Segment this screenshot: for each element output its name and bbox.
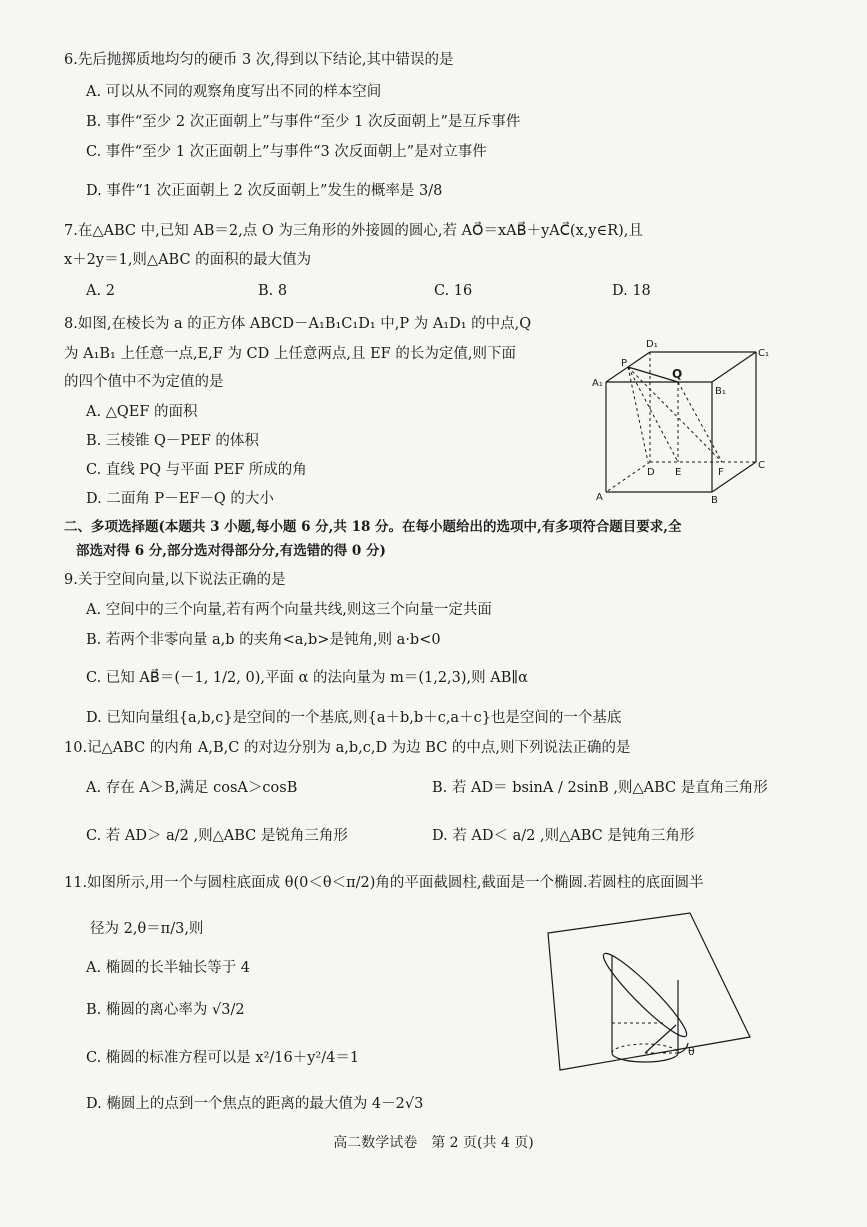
section2-heading-line1: 二、多项选择题(本题共 3 小题,每小题 6 分,共 18 分。在每小题给出的选项中,有多项符合题目要求,全 <box>64 519 682 535</box>
q10-option-c: C. 若 AD＞ a/2 ,则△ABC 是锐角三角形 <box>86 828 348 844</box>
q11-option-a: A. 椭圆的长半轴长等于 4 <box>86 960 251 976</box>
q11-stem-line2: 径为 2,θ＝π/3,则 <box>90 921 204 937</box>
q11-option-b: B. 椭圆的离心率为 √3/2 <box>86 1002 245 1018</box>
q10-option-d: D. 若 AD＜ a/2 ,则△ABC 是钝角三角形 <box>432 828 695 844</box>
label-b1: B₁ <box>715 386 726 397</box>
cylinder-figure <box>540 905 755 1075</box>
section2-heading-line2: 部选对得 6 分,部分选对得部分分,有选错的得 0 分) <box>76 543 386 559</box>
q7-option-b: B. 8 <box>258 283 288 299</box>
theta-label: θ <box>688 1045 695 1058</box>
cube-figure <box>590 336 780 506</box>
q8-option-b: B. 三棱锥 Q－PEF 的体积 <box>86 433 259 449</box>
label-f: F <box>718 467 724 478</box>
q8-option-c: C. 直线 PQ 与平面 PEF 所成的角 <box>86 462 307 478</box>
q7-option-d: D. 18 <box>612 283 651 299</box>
q11-stem-line1: 11.如图所示,用一个与圆柱底面成 θ(0＜θ＜π/2)角的平面截圆柱,截面是一个椭圆.若圆柱的底面圆半 <box>64 875 704 891</box>
label-d1: D₁ <box>646 339 658 350</box>
q8-option-a: A. △QEF 的面积 <box>86 404 198 420</box>
q10-option-b: B. 若 AD＝ bsinA / 2sinB ,则△ABC 是直角三角形 <box>432 780 768 796</box>
label-d: D <box>647 467 655 478</box>
q8-stem-line2: 为 A₁B₁ 上任意一点,E,F 为 CD 上任意两点,且 EF 的长为定值,则下面 <box>64 346 516 362</box>
q9-option-b: B. 若两个非零向量 a,b 的夹角<a,b>是钝角,则 a·b<0 <box>86 632 441 648</box>
q7-option-c: C. 16 <box>434 283 473 299</box>
q10-stem: 10.记△ABC 的内角 A,B,C 的对边分别为 a,b,c,D 为边 BC 的中点,则下列说法正确的是 <box>64 740 631 756</box>
label-c: C <box>758 460 765 471</box>
q6-stem: 6.先后抛掷质地均匀的硬币 3 次,得到以下结论,其中错误的是 <box>64 52 454 68</box>
q9-stem: 9.关于空间向量,以下说法正确的是 <box>64 572 286 588</box>
q7-stem-line1: 7.在△ABC 中,已知 AB＝2,点 O 为三角形的外接圆的圆心,若 AO⃗＝xAB⃗＋yAC⃗(x,y∈R),且 <box>64 223 643 239</box>
q9-option-d: D. 已知向量组{a,b,c}是空间的一个基底,则{a＋b,b＋c,a＋c}也是空间的一个基底 <box>86 710 622 726</box>
q10-option-a: A. 存在 A＞B,满足 cosA＞cosB <box>86 780 298 796</box>
q8-stem-line1: 8.如图,在棱长为 a 的正方体 ABCD－A₁B₁C₁D₁ 中,P 为 A₁D₁ 的中点,Q <box>64 316 532 332</box>
label-q: Q <box>672 367 683 381</box>
label-b: B <box>711 495 718 506</box>
label-a: A <box>596 492 603 503</box>
q7-option-a: A. 2 <box>86 283 115 299</box>
label-p: P <box>621 358 628 369</box>
q6-option-d: D. 事件“1 次正面朝上 2 次反面朝上”发生的概率是 3/8 <box>86 183 443 199</box>
q6-option-c: C. 事件“至少 1 次正面朝上”与事件“3 次反面朝上”是对立事件 <box>86 144 487 160</box>
label-e: E <box>675 467 682 478</box>
q9-option-a: A. 空间中的三个向量,若有两个向量共线,则这三个向量一定共面 <box>86 602 492 618</box>
q7-stem-line2: x＋2y＝1,则△ABC 的面积的最大值为 <box>64 252 312 268</box>
q6-option-a: A. 可以从不同的观察角度写出不同的样本空间 <box>86 84 382 100</box>
label-a1: A₁ <box>592 378 603 389</box>
q8-stem-line3: 的四个值中不为定值的是 <box>64 374 224 390</box>
label-c1: C₁ <box>758 348 769 359</box>
q6-option-b: B. 事件“至少 2 次正面朝上”与事件“至少 1 次反面朝上”是互斥事件 <box>86 114 521 130</box>
q11-option-d: D. 椭圆上的点到一个焦点的距离的最大值为 4－2√3 <box>86 1096 424 1112</box>
q11-option-c: C. 椭圆的标准方程可以是 x²/16＋y²/4＝1 <box>86 1050 360 1066</box>
q9-option-c: C. 已知 AB⃗＝(－1, 1/2, 0),平面 α 的法向量为 m＝(1,2,3),则 AB∥α <box>86 670 528 686</box>
page-footer: 高二数学试卷 第 2 页(共 4 页) <box>333 1135 534 1151</box>
q8-option-d: D. 二面角 P－EF－Q 的大小 <box>86 491 274 507</box>
